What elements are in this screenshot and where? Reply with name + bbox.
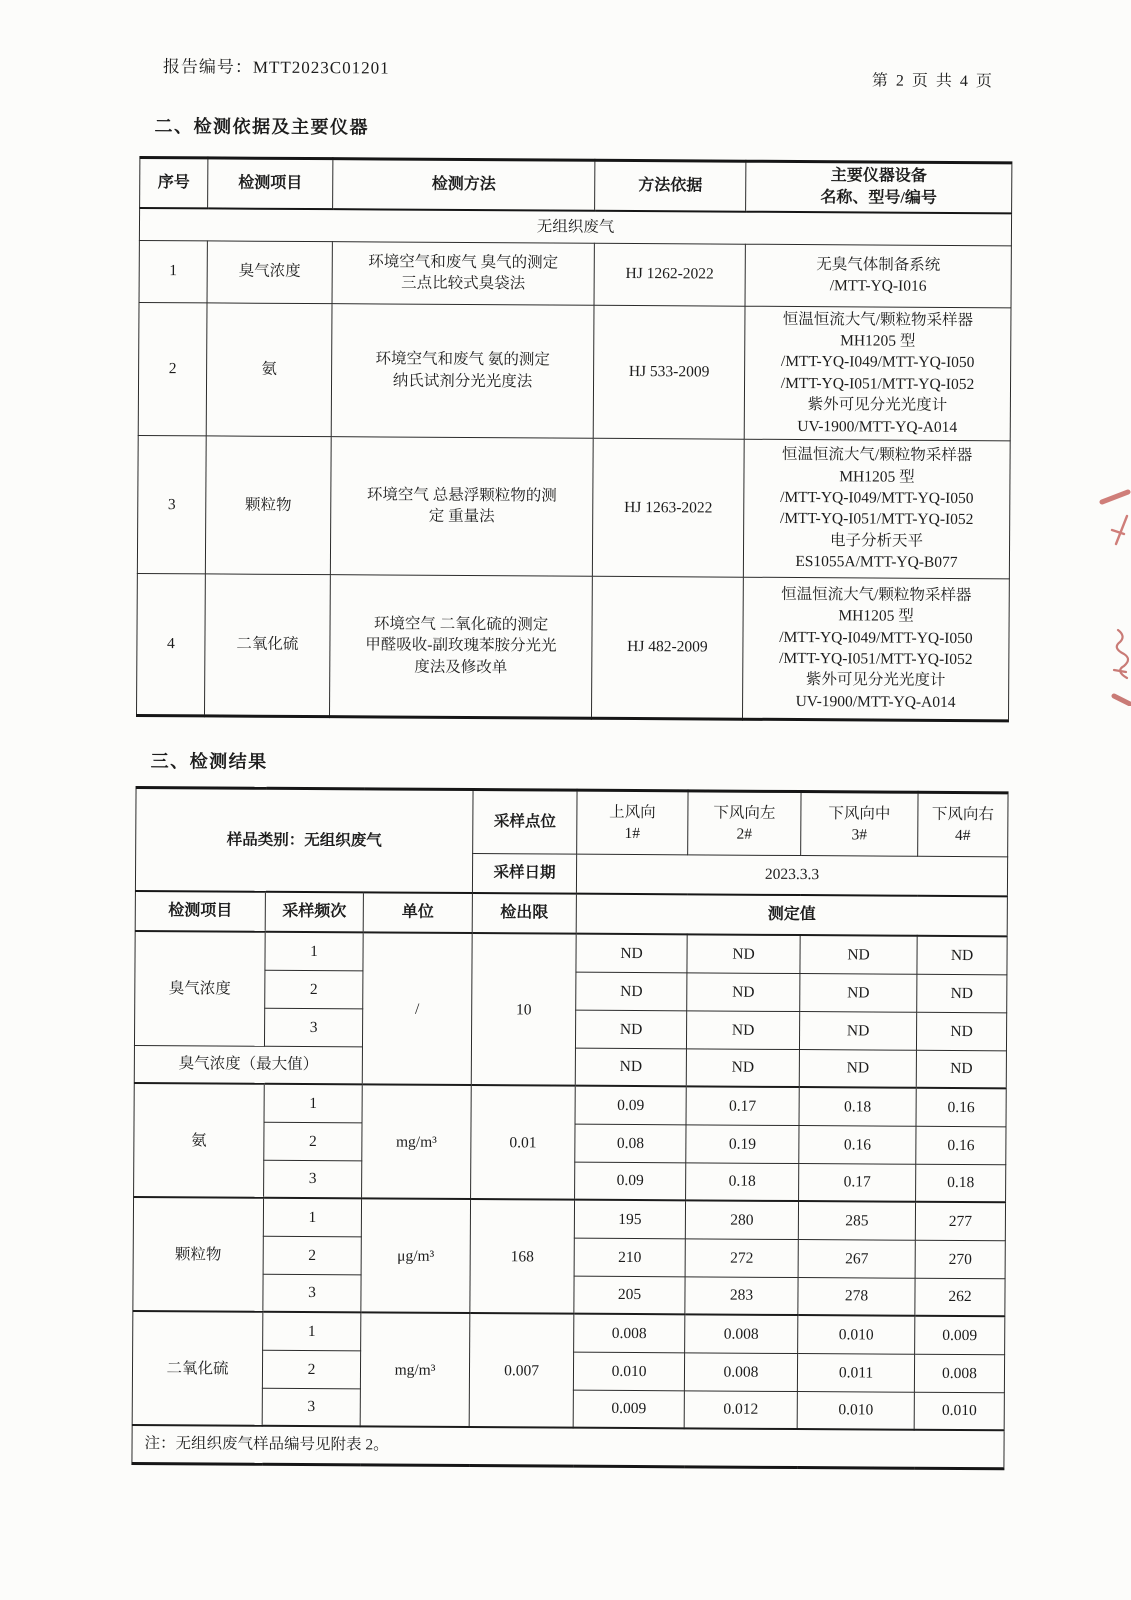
value-cell: ND — [576, 934, 687, 973]
value-cell: ND — [687, 935, 800, 974]
basis-cell: HJ 482-2009 — [591, 576, 743, 719]
table-note: 注：无组织废气样品编号见附表 2。 — [132, 1425, 1004, 1468]
seq-cell: 3 — [137, 435, 206, 573]
value-cell: ND — [916, 1012, 1006, 1051]
freq-cell: 3 — [263, 1274, 361, 1313]
col-header-seq: 序号 — [140, 158, 208, 209]
sampling-point: 上风向 1# — [577, 790, 688, 855]
value-cell: 0.16 — [799, 1125, 916, 1164]
value-cell: 0.010 — [573, 1352, 684, 1391]
report-number: 报告编号：MTT2023C01201 — [162, 57, 390, 78]
value-cell: 262 — [915, 1278, 1005, 1317]
value-cell: 0.011 — [797, 1353, 914, 1392]
freq-cell: 2 — [262, 1350, 360, 1389]
value-cell: ND — [576, 972, 687, 1011]
col-header-limit: 检出限 — [472, 893, 576, 934]
value-cell: 277 — [915, 1202, 1005, 1241]
freq-cell: 2 — [263, 1236, 361, 1275]
col-header-item: 检测项目 — [208, 158, 333, 209]
col-header-values: 测定值 — [576, 894, 1007, 937]
value-cell: ND — [575, 1048, 686, 1087]
freq-cell: 3 — [264, 1160, 362, 1199]
value-cell: 0.18 — [916, 1164, 1006, 1203]
freq-cell: 1 — [265, 932, 363, 971]
table-row — [139, 240, 1011, 307]
value-cell: 0.008 — [685, 1315, 798, 1354]
col-header-item: 检测项目 — [135, 891, 265, 932]
value-cell: 0.17 — [799, 1163, 916, 1202]
value-cell: ND — [917, 936, 1007, 975]
value-cell: 195 — [574, 1200, 685, 1239]
item-cell: 颗粒物 — [205, 436, 331, 575]
limit-cell: 0.01 — [471, 1085, 576, 1200]
value-cell: ND — [687, 1011, 800, 1050]
instrument-cell: 恒温恒流大气/颗粒物采样器 MH1205 型 /MTT-YQ-I049/MTT-YQ-I050 /MTT-YQ-I051/MTT-YQ-I052 电子分析天平 ES1055A/MTT-YQ-B077 — [743, 439, 1010, 579]
page-number: 第 2 页 共 4 页 — [871, 72, 994, 91]
table-row — [134, 1083, 1006, 1126]
item-cell: 二氧化硫 — [132, 1311, 263, 1426]
section3-title: 三、检测结果 — [150, 750, 268, 772]
table-row — [133, 1311, 1005, 1354]
sampling-date: 2023.3.3 — [576, 854, 1007, 897]
limit-cell: 0.007 — [469, 1313, 574, 1428]
col-header-instrument: 主要仪器设备 名称、型号/编号 — [746, 161, 1012, 213]
value-cell: 0.012 — [684, 1391, 797, 1430]
value-cell: 278 — [798, 1277, 915, 1316]
item-cell: 臭气浓度 — [134, 931, 265, 1046]
value-cell: 0.008 — [574, 1314, 685, 1353]
value-cell: 283 — [685, 1277, 798, 1316]
freq-cell: 1 — [263, 1198, 361, 1237]
value-cell: 267 — [798, 1239, 915, 1278]
note-row — [132, 1425, 1004, 1468]
value-cell: 0.010 — [798, 1315, 915, 1354]
table-row — [138, 302, 1011, 441]
freq-cell: 2 — [264, 1122, 362, 1161]
instruments-table — [136, 156, 1012, 722]
table-row — [137, 435, 1010, 578]
value-cell: 0.18 — [686, 1163, 799, 1202]
results-header-row — [135, 891, 1007, 936]
sampling-point-row — [136, 787, 1008, 856]
sampling-point: 下风向中 3# — [801, 791, 918, 856]
value-cell: ND — [916, 1050, 1006, 1089]
table-row — [133, 1197, 1005, 1240]
unit-cell: μg/m³ — [361, 1199, 471, 1314]
sampling-point-label: 采样点位 — [473, 789, 577, 854]
value-cell: 272 — [685, 1239, 798, 1278]
span-row — [139, 208, 1011, 245]
method-cell: 环境空气 总悬浮颗粒物的测 定 重量法 — [330, 437, 593, 577]
col-header-freq: 采样频次 — [265, 892, 363, 933]
basis-cell: HJ 1262-2022 — [594, 243, 745, 306]
sampling-point: 下风向右 4# — [918, 792, 1008, 857]
value-cell: 0.008 — [684, 1353, 797, 1392]
freq-cell: 1 — [264, 1084, 362, 1123]
method-cell: 环境空气和废气 氨的测定 纳氏试剂分光光度法 — [331, 303, 594, 438]
seq-cell: 2 — [138, 302, 207, 436]
instrument-cell: 恒温恒流大气/颗粒物采样器 MH1205 型 /MTT-YQ-I049/MTT-YQ-I050 /MTT-YQ-I051/MTT-YQ-I052 紫外可见分光光度计 UV-1900/MTT-YQ-A014 — [744, 306, 1011, 441]
value-cell: 210 — [574, 1238, 685, 1277]
value-cell: 0.18 — [799, 1087, 916, 1126]
value-cell: 0.010 — [914, 1392, 1004, 1431]
value-cell: ND — [686, 1049, 799, 1088]
value-cell: 0.08 — [575, 1124, 686, 1163]
value-cell: 0.008 — [914, 1354, 1004, 1393]
section2-title: 二、检测依据及主要仪器 — [154, 116, 370, 138]
value-cell: 270 — [915, 1240, 1005, 1279]
value-cell: ND — [800, 973, 917, 1012]
instrument-cell: 无臭气体制备系统 /MTT-YQ-I016 — [745, 244, 1011, 308]
sample-category: 样品类别：无组织废气 — [135, 787, 473, 893]
table-row — [136, 573, 1009, 720]
item-cell: 二氧化硫 — [204, 574, 330, 717]
col-header-basis: 方法依据 — [595, 160, 746, 212]
basis-cell: HJ 1263-2022 — [592, 438, 744, 577]
value-cell: 0.17 — [686, 1087, 799, 1126]
table-row — [135, 931, 1007, 974]
value-cell: ND — [687, 973, 800, 1012]
value-cell: 285 — [798, 1201, 915, 1240]
value-cell: ND — [799, 1011, 916, 1050]
unit-cell: / — [362, 933, 472, 1086]
value-cell: 0.16 — [916, 1088, 1006, 1127]
value-cell: 0.009 — [915, 1316, 1005, 1355]
item-cell: 氨 — [206, 303, 332, 437]
item-cell: 臭气浓度 — [207, 241, 332, 304]
freq-cell: 1 — [263, 1312, 361, 1351]
limit-cell: 168 — [470, 1199, 575, 1314]
value-cell: 280 — [685, 1201, 798, 1240]
value-cell: 0.09 — [575, 1162, 686, 1201]
unit-cell: mg/m³ — [362, 1085, 472, 1200]
value-cell: 0.010 — [797, 1391, 914, 1430]
limit-cell: 10 — [471, 933, 576, 1086]
item-cell: 颗粒物 — [133, 1197, 264, 1312]
value-cell: ND — [799, 1049, 916, 1088]
col-header-method: 检测方法 — [333, 159, 595, 211]
freq-cell: 3 — [262, 1388, 360, 1427]
freq-cell: 3 — [264, 1008, 362, 1047]
col-header-unit: 单位 — [363, 893, 472, 934]
waste-gas-category: 无组织废气 — [139, 208, 1011, 245]
results-table — [131, 786, 1008, 1470]
item-cell: 氨 — [134, 1083, 265, 1198]
sampling-point: 下风向左 2# — [688, 791, 801, 856]
value-cell: ND — [917, 974, 1007, 1013]
method-cell: 环境空气 二氧化硫的测定 甲醛吸收-副玫瑰苯胺分光光 度法及修改单 — [329, 575, 592, 719]
value-cell: 0.19 — [686, 1125, 799, 1164]
instrument-cell: 恒温恒流大气/颗粒物采样器 MH1205 型 /MTT-YQ-I049/MTT-YQ-I050 /MTT-YQ-I051/MTT-YQ-I052 紫外可见分光光度计 UV-1900/MTT-YQ-A014 — [742, 577, 1009, 721]
method-cell: 环境空气和废气 臭气的测定 三点比较式臭袋法 — [332, 241, 594, 305]
table-header-row — [140, 158, 1012, 214]
value-cell: 0.009 — [573, 1390, 684, 1429]
value-cell: 0.16 — [916, 1126, 1006, 1165]
value-cell: ND — [576, 1010, 687, 1049]
value-cell: 0.09 — [575, 1086, 686, 1125]
value-cell: 205 — [574, 1276, 685, 1315]
value-cell: ND — [800, 935, 917, 974]
basis-cell: HJ 533-2009 — [593, 305, 745, 439]
unit-cell: mg/m³ — [360, 1313, 470, 1428]
seq-cell: 4 — [136, 573, 205, 715]
freq-cell: 2 — [265, 970, 363, 1009]
sampling-date-label: 采样日期 — [472, 853, 576, 894]
seq-cell: 1 — [139, 240, 207, 302]
max-label-cell: 臭气浓度（最大值） — [134, 1045, 362, 1084]
